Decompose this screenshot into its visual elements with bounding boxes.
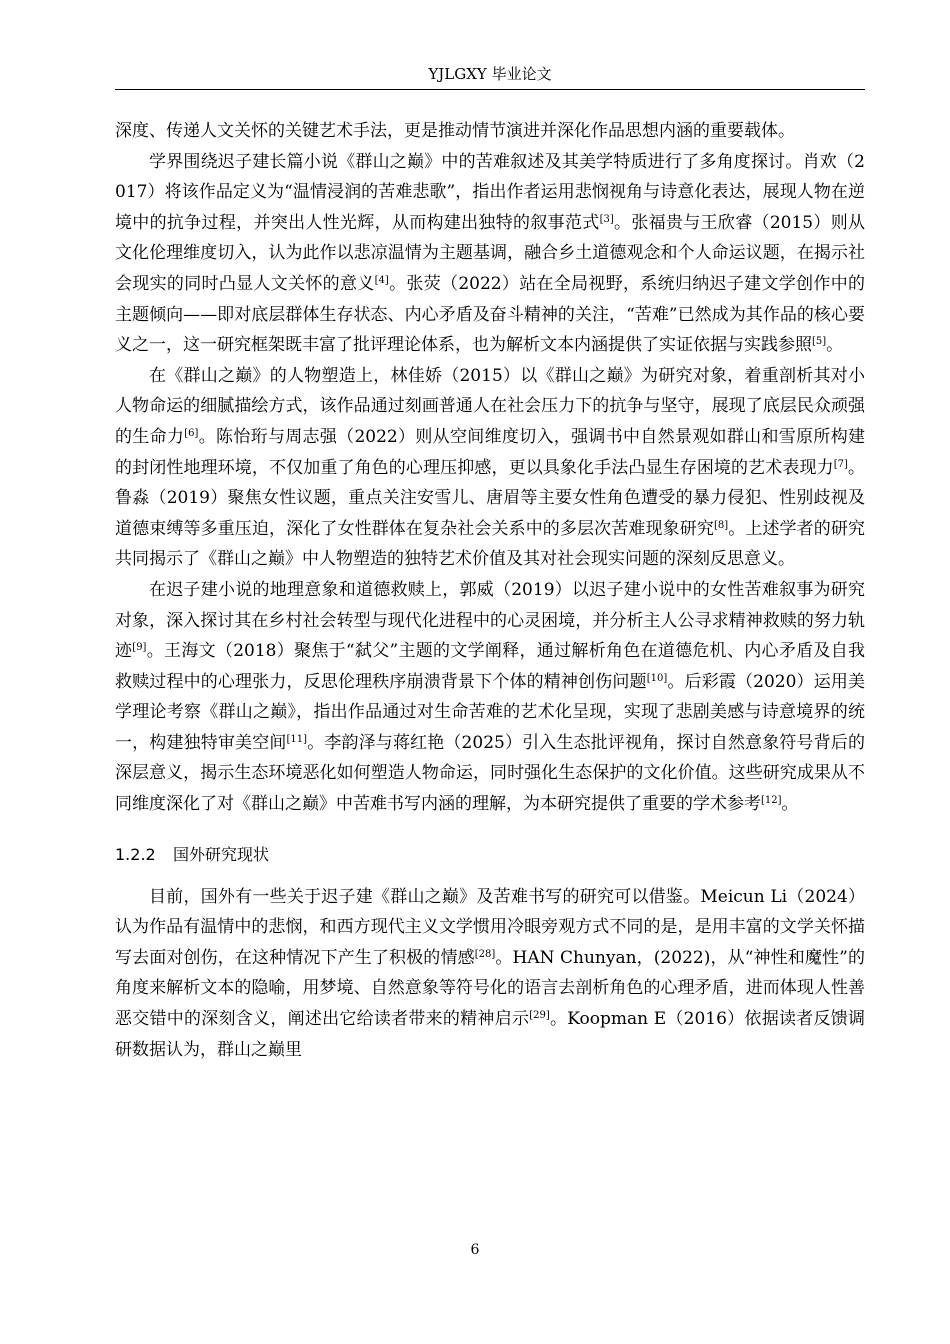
paragraph-text: 学界围绕迟子建长篇小说《群山之巅》中的苦难叙述及其美学特质进行了多角度探讨。肖欢（2017）将该作品定义为“温情浸润的苦难悲歌”，指出作者运用悲悯视角与诗意化表达，展现人物在逆境中的抗争过程，并突出人性光辉，从而构建出独特的叙事范式 <box>115 151 865 233</box>
citation-ref[interactable]: [12] <box>761 795 782 807</box>
citation-ref[interactable]: [8] <box>713 519 729 531</box>
paragraph-text: 。王海文（2018）聚焦于“弑父”主题的文学阐释，通过解析角色在道德危机、内心矛盾及自我救赎过程中的心理张力，反思伦理秩序崩溃背景下个体的精神创伤问题 <box>115 641 865 692</box>
citation-ref[interactable]: [9] <box>132 642 147 654</box>
paragraph-text: 。上述学者的研究共同揭示了《群山之巅》中人物塑造的独特艺术价值及其对社会现实问题的深刻反思意义。 <box>115 518 866 570</box>
paragraph-text: 。Koopman E（2016）依据读者反馈调研数据认为，群山之巅里 <box>115 1009 865 1060</box>
section-heading <box>115 843 865 867</box>
citation-ref[interactable]: [6] <box>184 427 199 439</box>
section-number: 1.2.2 <box>115 844 156 864</box>
page-number: 6 <box>470 1242 480 1258</box>
paragraph-text: 。HAN Chunyan，(2022)，从“神性和魔性”的角度来解析文本的隐喻，用梦境、自然意象等符号化的语言去剖析角色的心理矛盾，进而体现人性善恶交错中的深刻含义，阐述出它给读者带来的精神启示 <box>115 947 865 1030</box>
paragraph-text: 。陈怡珩与周志强（2022）则从空间维度切入，强调书中自然景观如群山和雪原所构建的封闭性地理环境，不仅加重了角色的心理压抑感，更以具象化手法凸显生存困境的艺术表现力 <box>115 426 866 478</box>
paragraph-continuation <box>115 116 865 147</box>
paragraph-text: 目前，国外有一些关于迟子建《群山之巅》及苦难书写的研究可以借鉴。Meicun Li（2024）认为作品有温情中的悲悯，和西方现代主义文学惯用冷眼旁观方式不同的是，是用丰富的文学关怀描写去面对创伤，在这种情况下产生了积极的情感 <box>115 886 865 968</box>
citation-ref[interactable]: [3] <box>599 213 614 225</box>
paragraph-text: 深度、传递人文关怀的关键艺术手法，更是推动情节演进并深化作品思想内涵的重要载体。 <box>115 121 795 141</box>
paragraph-text: 在迟子建小说的地理意象和道德救赎上，郭威（2019）以迟子建小说中的女性苦难叙事为研究对象，深入探讨其在乡村社会转型与现代化进程中的心灵困境，并分析主人公寻求精神救赎的努力轨迹 <box>115 579 865 662</box>
paragraph-geography-redemption <box>115 575 865 820</box>
citation-ref[interactable]: [7] <box>833 458 848 470</box>
paragraph-text: 。 <box>826 335 844 356</box>
citation-ref[interactable]: [28] <box>474 948 496 960</box>
running-header: YJLGXY 毕业论文 <box>428 65 552 83</box>
paragraph-text: 。张福贵与王欣睿（2015）则从文化伦理维度切入，认为此作以悲凉温情为主题基调，融合乡土道德观念和个人命运议题，在揭示社会现实的同时凸显人文关怀的意义 <box>115 212 865 294</box>
document-body <box>115 116 865 1065</box>
citation-ref[interactable]: [4] <box>374 274 389 286</box>
paragraph-suffering-aesthetics <box>115 147 865 361</box>
citation-ref[interactable]: [10] <box>646 672 668 684</box>
paragraph-text: 。鲁淼（2019）聚焦女性议题，重点关注安雪儿、唐眉等主要女性角色遭受的暴力侵犯、性别歧视及道德束缚等多重压迫，深化了女性群体在复杂社会关系中的多层次苦难现象研究 <box>115 457 866 539</box>
citation-ref[interactable]: [11] <box>286 733 308 745</box>
paragraph-text: 在《群山之巅》的人物塑造上，林佳娇（2015）以《群山之巅》为研究对象，着重剖析其对小人物命运的细腻描绘方式，该作品通过刻画普通人在社会压力下的抗争与坚守，展现了底层民众顽强的生命力 <box>115 365 865 447</box>
paragraph-text: 。 <box>781 794 799 815</box>
header-divider <box>115 89 865 90</box>
paragraph-text: 。后彩霞（2020）运用美学理论考察《群山之巅》，指出作品通过对生命苦难的艺术化呈现，实现了悲剧美感与诗意境界的统一，构建独特审美空间 <box>115 671 866 753</box>
paragraph-foreign-research <box>115 882 865 1066</box>
citation-ref[interactable]: [5] <box>812 336 827 348</box>
paragraph-character-portrayal <box>115 361 865 575</box>
citation-ref[interactable]: [29] <box>529 1010 550 1022</box>
paragraph-text: 。李韵泽与蒋红艳（2025）引入生态批评视角，探讨自然意象符号背后的深层意义，揭示生态环境恶化如何塑造人物命运，同时强化生态保护的文化价值。这些研究成果从不同维度深化了对《群山之巅》中苦难书写内涵的理解，为本研究提供了重要的学术参考 <box>115 732 865 815</box>
paragraph-text: 。张荧（2022）站在全局视野，系统归纳迟子建文学创作中的主题倾向——即对底层群体生存状态、内心矛盾及奋斗精神的关注，“苦难”已然成为其作品的核心要义之一，这一研究框架既丰富了批评理论体系，也为解析文本内涵提供了实证依据与实践参照 <box>115 273 866 356</box>
section-title: 国外研究现状 <box>173 844 270 864</box>
